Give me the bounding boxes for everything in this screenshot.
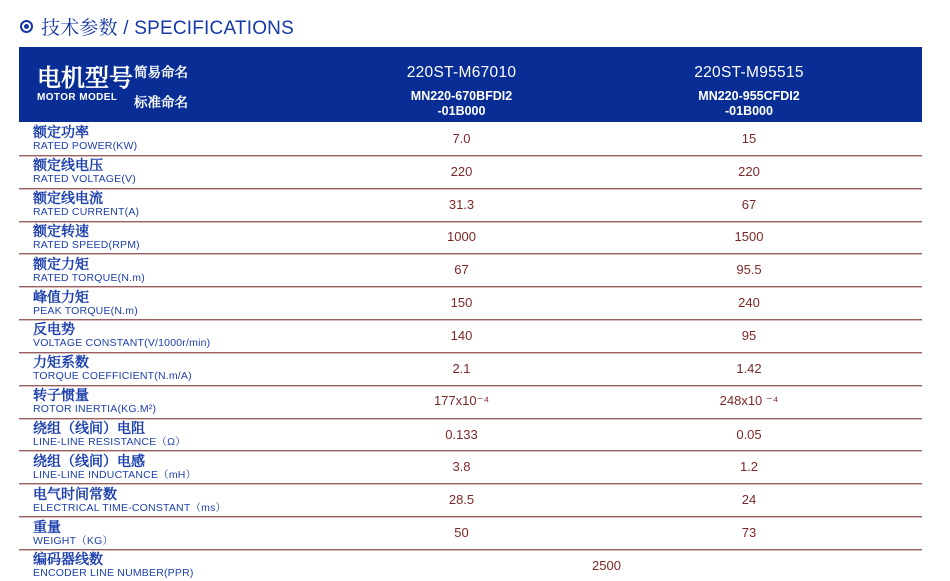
- spec-rows: [19, 122, 922, 581]
- parameter-name-en: TORQUE COEFFICIENT(N.m/A): [33, 370, 192, 383]
- parameter-name-zh: 绕组（线间）电阻: [33, 420, 145, 437]
- value-cell-1: 0.133: [445, 426, 478, 442]
- value-cell-1: 220: [450, 163, 473, 179]
- parameter-name-zh: 额定力矩: [33, 255, 89, 272]
- parameter-label-cell: [19, 122, 319, 155]
- standard-name-label: 标准命名: [134, 95, 188, 110]
- parameter-name-zh: 重量: [33, 518, 61, 535]
- value-cell-1: 2.1: [452, 360, 471, 376]
- simple-name-col2: 220ST-M95515: [694, 64, 804, 81]
- parameter-label-cell: [19, 352, 319, 385]
- parameter-name-en: LINE-LINE RESISTANCE（Ω）: [33, 436, 186, 449]
- spec-row: [19, 286, 922, 319]
- standard-name-col1-line2: -01B000: [437, 104, 486, 118]
- spec-row: [19, 155, 922, 188]
- parameter-label-cell: [19, 155, 319, 188]
- parameter-label-cell: [19, 221, 319, 254]
- parameter-name-en: ROTOR INERTIA(KG.M²): [33, 403, 157, 416]
- section-title-text: 技术参数 / SPECIFICATIONS: [41, 17, 294, 39]
- parameter-name-en: PEAK TORQUE(N.m): [33, 304, 138, 317]
- parameter-name-zh: 绕组（线间）电感: [33, 452, 145, 469]
- parameter-label-cell: [19, 450, 319, 483]
- parameter-name-zh: 峰值力矩: [33, 288, 89, 305]
- value-cell-1: 67: [454, 262, 469, 278]
- circle-dot-icon: [20, 20, 33, 33]
- value-cell-1: 7.0: [452, 130, 471, 146]
- value-cell-2: 1.42: [736, 360, 762, 376]
- value-cell-2: 67: [741, 196, 757, 212]
- parameter-label-cell: [19, 319, 319, 352]
- parameter-label-cell: [19, 385, 319, 418]
- parameter-name-zh: 额定功率: [33, 124, 89, 141]
- value-cell-1: 1000: [447, 229, 476, 245]
- parameter-label-cell: [19, 253, 319, 286]
- standard-name-col2: [604, 87, 894, 122]
- standard-name-col1: [319, 87, 604, 122]
- standard-name-col2-line2: -01B000: [725, 104, 773, 118]
- parameter-name-zh: 额定线电流: [33, 190, 103, 207]
- parameter-name-en: RATED TORQUE(N.m): [33, 271, 145, 284]
- parameter-name-en: WEIGHT（KG）: [33, 534, 114, 547]
- spec-row: [19, 516, 922, 549]
- parameter-label-cell: [19, 286, 319, 319]
- spec-row: [19, 385, 922, 418]
- spec-row: [19, 450, 922, 483]
- spec-row: [19, 319, 922, 352]
- spec-row: [19, 122, 922, 155]
- standard-name-col1-line1: MN220-670BFDI2: [410, 89, 513, 103]
- value-cell-1: 150: [450, 295, 473, 311]
- value-cell-2: 1500: [734, 229, 764, 245]
- standard-name-col2-line1: MN220-955CFDI2: [698, 89, 800, 103]
- parameter-label-cell: [19, 483, 319, 516]
- value-cell-2: 220: [738, 163, 760, 179]
- spec-row: [19, 221, 922, 254]
- parameter-name-en: RATED POWER(KW): [33, 140, 138, 153]
- spec-row: [19, 483, 922, 516]
- spec-row: [19, 188, 922, 221]
- value-cell-2: 15: [741, 130, 757, 146]
- parameter-name-en: VOLTAGE CONSTANT(V/1000r/min): [33, 337, 211, 350]
- value-cell-1: 140: [450, 327, 473, 343]
- parameter-name-en: LINE-LINE INDUCTANCE（mH）: [33, 468, 197, 481]
- parameter-label-cell: [19, 418, 319, 451]
- value-cell-2: 1.2: [739, 459, 759, 475]
- value-cell-2: 73: [741, 525, 757, 541]
- spec-row: [19, 418, 922, 451]
- parameter-name-zh: 力矩系数: [33, 354, 89, 371]
- value-cell-2: 248x10 ⁻⁴: [719, 393, 779, 409]
- parameter-name-en: RATED VOLTAGE(V): [33, 173, 136, 186]
- motor-model-zh: 电机型号: [37, 64, 133, 92]
- value-cell-1: 3.8: [452, 459, 471, 475]
- value-cell-span: 2500: [592, 557, 621, 573]
- value-cell-2: 95.5: [736, 262, 762, 278]
- value-cell-1: 50: [454, 525, 469, 541]
- parameter-name-zh: 额定转速: [33, 222, 89, 239]
- value-cell-1: 177x10⁻⁴: [433, 393, 490, 409]
- section-title: [20, 14, 950, 38]
- spec-row: [19, 253, 922, 286]
- value-cell-2: 24: [741, 492, 757, 508]
- parameter-name-en: RATED CURRENT(A): [33, 206, 140, 219]
- parameter-name-zh: 编码器线数: [33, 551, 103, 568]
- simple-name-col1: 220ST-M67010: [406, 64, 517, 81]
- parameter-name-zh: 电气时间常数: [33, 485, 117, 502]
- spec-table: [19, 47, 922, 581]
- spec-row: [19, 549, 922, 581]
- parameter-name-en: ENCODER LINE NUMBER(PPR): [33, 567, 194, 580]
- parameter-name-zh: 转子惯量: [33, 387, 89, 404]
- motor-model-en: MOTOR MODEL: [37, 91, 118, 103]
- parameter-name-zh: 额定线电压: [33, 157, 103, 174]
- value-cell-2: 240: [738, 295, 760, 311]
- spec-row: [19, 352, 922, 385]
- spec-page: [0, 14, 950, 581]
- value-cell-2: 0.05: [736, 426, 762, 442]
- value-cell-2: 95: [741, 327, 757, 343]
- parameter-name-en: ELECTRICAL TIME-CONSTANT（ms）: [33, 501, 227, 514]
- parameter-label-cell: [19, 188, 319, 221]
- table-header: [19, 47, 922, 122]
- motor-model-header: [19, 47, 134, 122]
- parameter-name-en: RATED SPEED(RPM): [33, 238, 140, 251]
- value-cell-1: 28.5: [448, 492, 475, 508]
- value-cell-1: 31.3: [448, 196, 475, 212]
- parameter-name-zh: 反电势: [33, 321, 75, 338]
- simple-name-label: 简易命名: [134, 65, 188, 80]
- parameter-label-cell: [19, 549, 319, 581]
- parameter-label-cell: [19, 516, 319, 549]
